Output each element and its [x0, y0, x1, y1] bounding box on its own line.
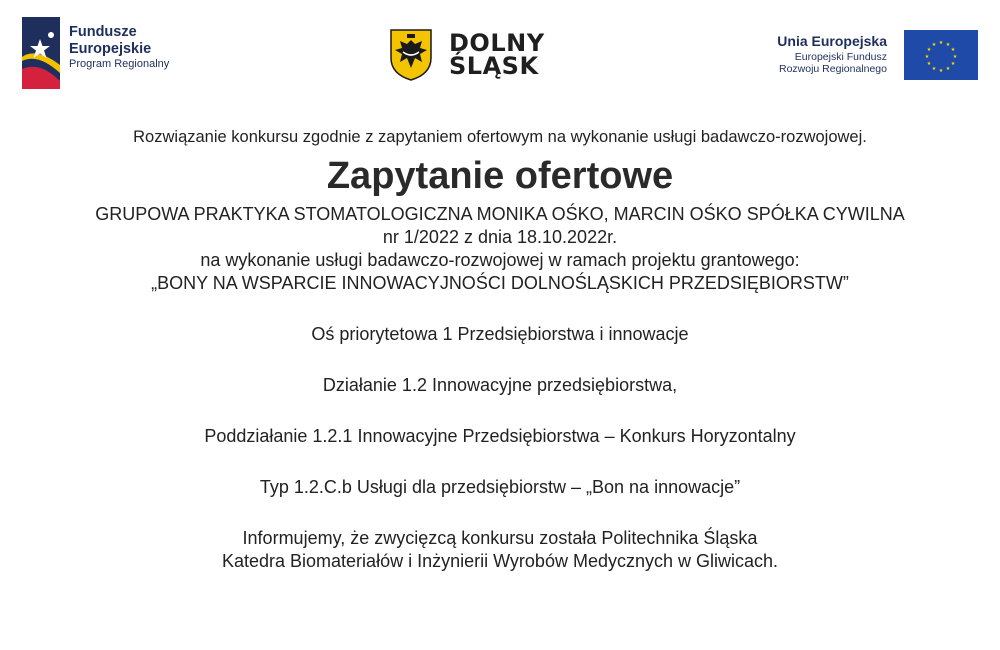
unia-europejska-logo: [777, 30, 978, 80]
priority-axis: Oś priorytetowa 1 Przedsiębiorstwa i innowacje: [311, 324, 689, 344]
svg-text:★: ★: [926, 47, 932, 53]
svg-text:★: ★: [950, 61, 956, 67]
announcement-content: [0, 128, 1000, 573]
purpose-text: na wykonanie usługi badawczo-rozwojowej w ramach projektu grantowego:: [200, 250, 800, 270]
dolny-slask-coat-of-arms-icon: [389, 28, 433, 82]
dolny-slask-logo: [389, 28, 545, 82]
type-text: Typ 1.2.C.b Usługi dla przedsiębiorstw – „Bon na innowacje”: [259, 477, 741, 497]
result-line2: Katedra Biomateriałów i Inżynierii Wyrobów Medycznych w Gliwicach.: [221, 551, 779, 571]
svg-text:★: ★: [938, 40, 944, 46]
fe-logo-line1: Fundusze: [69, 24, 137, 40]
eu-flag-icon: [904, 30, 978, 80]
ue-logo-line2: Europejski Fundusz: [794, 51, 887, 64]
ue-logo-line1: Unia Europejska: [777, 33, 887, 49]
fundusze-europejskie-emblem-icon: [22, 17, 60, 89]
intro-text: Rozwiązanie konkursu zgodnie z zapytaniem ofertowym na wykonanie usługi badawczo-rozwojowej.: [133, 128, 867, 146]
inquiry-number: nr 1/2022 z dnia 18.10.2022r.: [382, 227, 618, 247]
fundusze-europejskie-logo: [22, 17, 169, 89]
ds-logo-line1: DOLNY: [449, 29, 545, 58]
svg-text:★: ★: [952, 54, 958, 60]
svg-text:★: ★: [945, 42, 951, 48]
action-text: Działanie 1.2 Innowacyjne przedsiębiorstwa,: [322, 375, 678, 395]
ds-logo-line2: ŚLĄSK: [449, 52, 539, 80]
logo-bar: [0, 0, 1000, 100]
svg-text:★: ★: [926, 61, 932, 67]
fe-logo-line3: Program Regionalny: [69, 58, 170, 70]
project-name: „BONY NA WSPARCIE INNOWACYJNOŚCI DOLNOŚLĄSKICH PRZEDSIĘBIORSTW”: [151, 273, 849, 293]
svg-text:★: ★: [950, 47, 956, 53]
ue-logo-line3: Rozwoju Regionalnego: [779, 63, 887, 76]
result-line1: Informujemy, że zwycięzcą konkursu została Politechnika Śląska: [242, 528, 758, 548]
svg-text:★: ★: [924, 54, 930, 60]
subaction-text: Poddziałanie 1.2.1 Innowacyjne Przedsiębiorstwa – Konkurs Horyzontalny: [204, 426, 796, 446]
svg-text:★: ★: [945, 66, 951, 72]
company-name: GRUPOWA PRAKTYKA STOMATOLOGICZNA MONIKA OŚKO, MARCIN OŚKO SPÓŁKA CYWILNA: [95, 204, 905, 224]
page-title: Zapytanie ofertowe: [326, 155, 674, 197]
fe-logo-line2: Europejskie: [69, 40, 152, 57]
svg-text:★: ★: [931, 66, 937, 72]
svg-text:★: ★: [931, 42, 937, 48]
svg-text:★: ★: [938, 68, 944, 74]
